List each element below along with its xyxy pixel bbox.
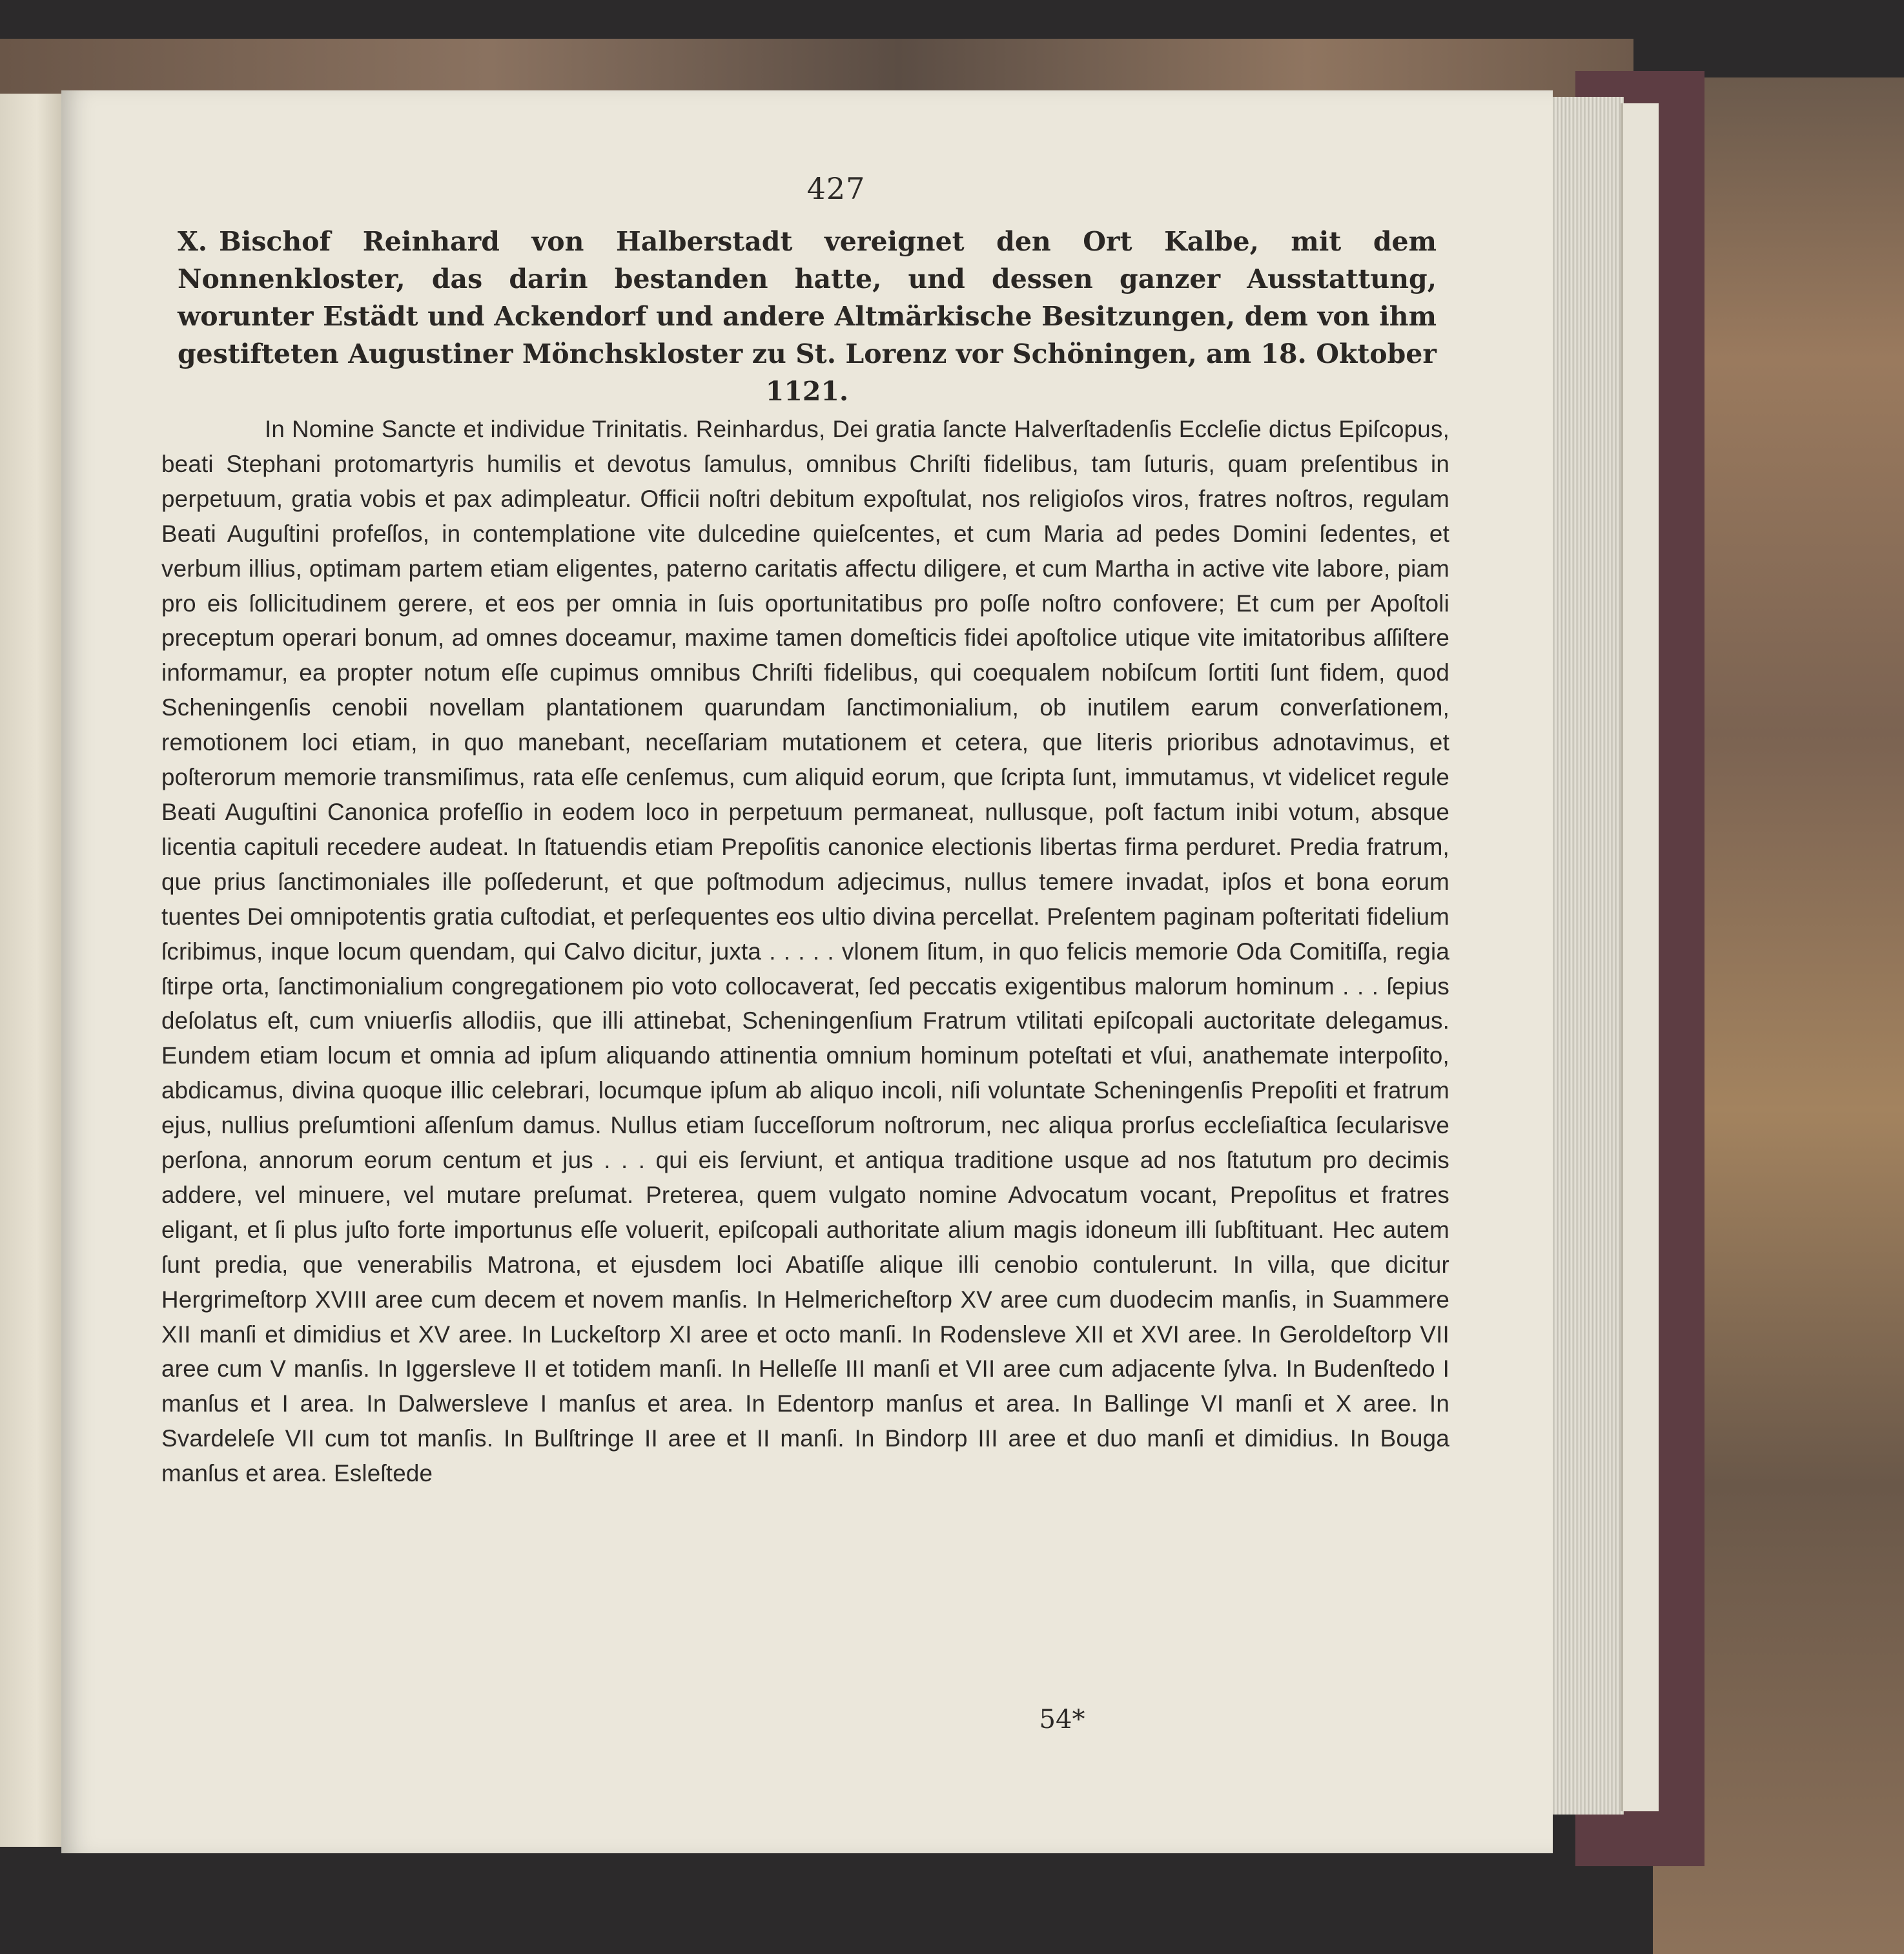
left-page-edge <box>0 94 61 1847</box>
heading-numeral: X. <box>178 226 208 257</box>
signature-mark: 54* <box>1039 1705 1085 1734</box>
charter-text: In Nomine Sancte et individue Trinitatis. Reinhardus, Dei gratia ſancte Halverſtadenſis Eccleſie dictus Epiſcopus, beati Stephani protomartyris humilis et devotus ſamulus, omnibus Chriſti fidelibus, tam ſuturis, quam preſentibus in perpetuum, gratia vobis et pax adimpleatur. Officii noſtri debitum expoſtulat, nos religioſos viros, fratres noſtros, regulam Beati Auguſtini profeſſos, in contemplatione vite dulcedine quieſcentes, et cum Maria ad pedes Domini ſedentes, et verbum illius, optimam partem etiam eligentes, paterno caritatis affectu diligere, et cum Martha in active vite labore, piam pro eis ſollicitudinem gerere, et eos per omnia in ſuis oportunitatibus pro poſſe noſtro confovere; Et cum per Apoſtoli preceptum operari bonum, ad omnes doceamur, maxime tamen domeſticis fidei apoſtolice utique vite imitatoribus aſſiſtere informamur, ea propter notum eſſe cupimus omnibus Chriſti fidelibus, qui coequalem nobiſcum ſortiti ſunt fidem, quod Scheningenſis cenobii novellam plantationem quarundam ſanctimonialium, ob inutilem earum converſationem, remotionem loci etiam, in quo manebant, neceſſariam mutationem et cetera, que literis prioribus adnotavimus, et poſterorum memorie transmiſimus, rata eſſe cenſemus, cum aliquid eorum, que ſcripta ſunt, immutamus, vt videlicet regule Beati Auguſtini Canonica profeſſio in eodem loco in perpetuum permaneat, nullusque, poſt factum inibi votum, absque licentia capituli recedere audeat. In ſtatuendis etiam Prepoſitis canonice electionis libertas firma perduret. Predia fratrum, que prius ſanctimoniales ille poſſederunt, et que poſtmodum adjecimus, nullus temere invadat, ipſos et bona eorum tuentes Dei omnipotentis gratia cuſtodiat, et perſequentes eos ultio divina percellat. Preſentem paginam poſteritati fidelium ſcribimus, inque locum quendam, qui Calvo dicitur, juxta . . . . . vlonem ſitum, in quo felicis memorie Oda Comitiſſa, regia ſtirpe orta, ſanctimonialium congregationem pio voto collocaverat, ſed peccatis exigentibus malorum hominum . . . ſepius deſolatus eſt, cum vniuerſis allodiis, que illi attinebat, Scheningenſium Fratrum vtilitati epiſcopali auctoritate delegamus. Eundem etiam locum et omnia ad ipſum aliquando attinentia omnium hominum poteſtati et vſui, anathemate interpoſito, abdicamus, divina quoque illic celebrari, locumque ipſum ab aliquo incoli, niſi voluntate Scheningenſis Prepoſiti et fratrum ejus, nullius preſumtioni aſſenſum damus. Nullus etiam ſucceſſorum noſtrorum, nec aliqua prorſus eccleſiaſtica ſecularisve perſona, annorum eorum centum et jus . . . qui eis ſerviunt, et antiqua traditione usque ad nos ſtatutum pro decimis addere, vel minuere, vel mutare preſumat. Preterea, quem vulgato nomine Advocatum vocant, Prepoſitus et fratres eligant, et ſi plus juſto forte importunus eſſe voluerit, epiſcopali authoritate alium magis idoneum illi ſubſtituant. Hec autem ſunt predia, que venerabilis Matrona, et ejusdem loci Abatiſſe alique illi cenobio contulerunt. In villa, que dicitur Hergrimeſtorp XVIII aree cum decem et novem manſis. In Helmericheſtorp XV aree cum duodecim manſis, in Suammere XII manſi et dimidius et XV aree. In Luckeſtorp XI aree et octo manſi. In Rodensleve XII et XVI aree. In Geroldeſtorp VII aree cum V manſis. In Iggersleve II et totidem manſi. In Helleſſe III manſi et VII aree cum adjacente ſylva. In Budenſtedo I manſus et I area. In Dalwersleve I manſus et area. In Edentorp manſus et area. In Ballinge VI manſi et X aree. In Svardeleſe VII cum tot manſis. In Bulſtringe II aree et II manſi. In Bindorp III aree et duo manſi et dimidius. In Bouga manſus et area. Esleſtede <box>161 416 1449 1487</box>
page-stack-edge-outer <box>1621 103 1659 1811</box>
page-number: 427 <box>806 171 866 206</box>
book-page <box>61 90 1553 1853</box>
page-stack-edges <box>1546 97 1624 1815</box>
document-heading <box>178 223 1437 410</box>
heading-text: Bischof Reinhard von Halberstadt vereignet den Ort Kalbe, mit dem Nonnenkloster, das darin bestanden hatte, und dessen ganzer Ausstattung, worunter Estädt und Ackendorf und andere Altmärkische Besitzungen, dem von ihm gestifteten Augustiner Mönchskloster zu St. Lorenz vor Schöningen, am 18. Oktober 1121. <box>178 226 1437 407</box>
